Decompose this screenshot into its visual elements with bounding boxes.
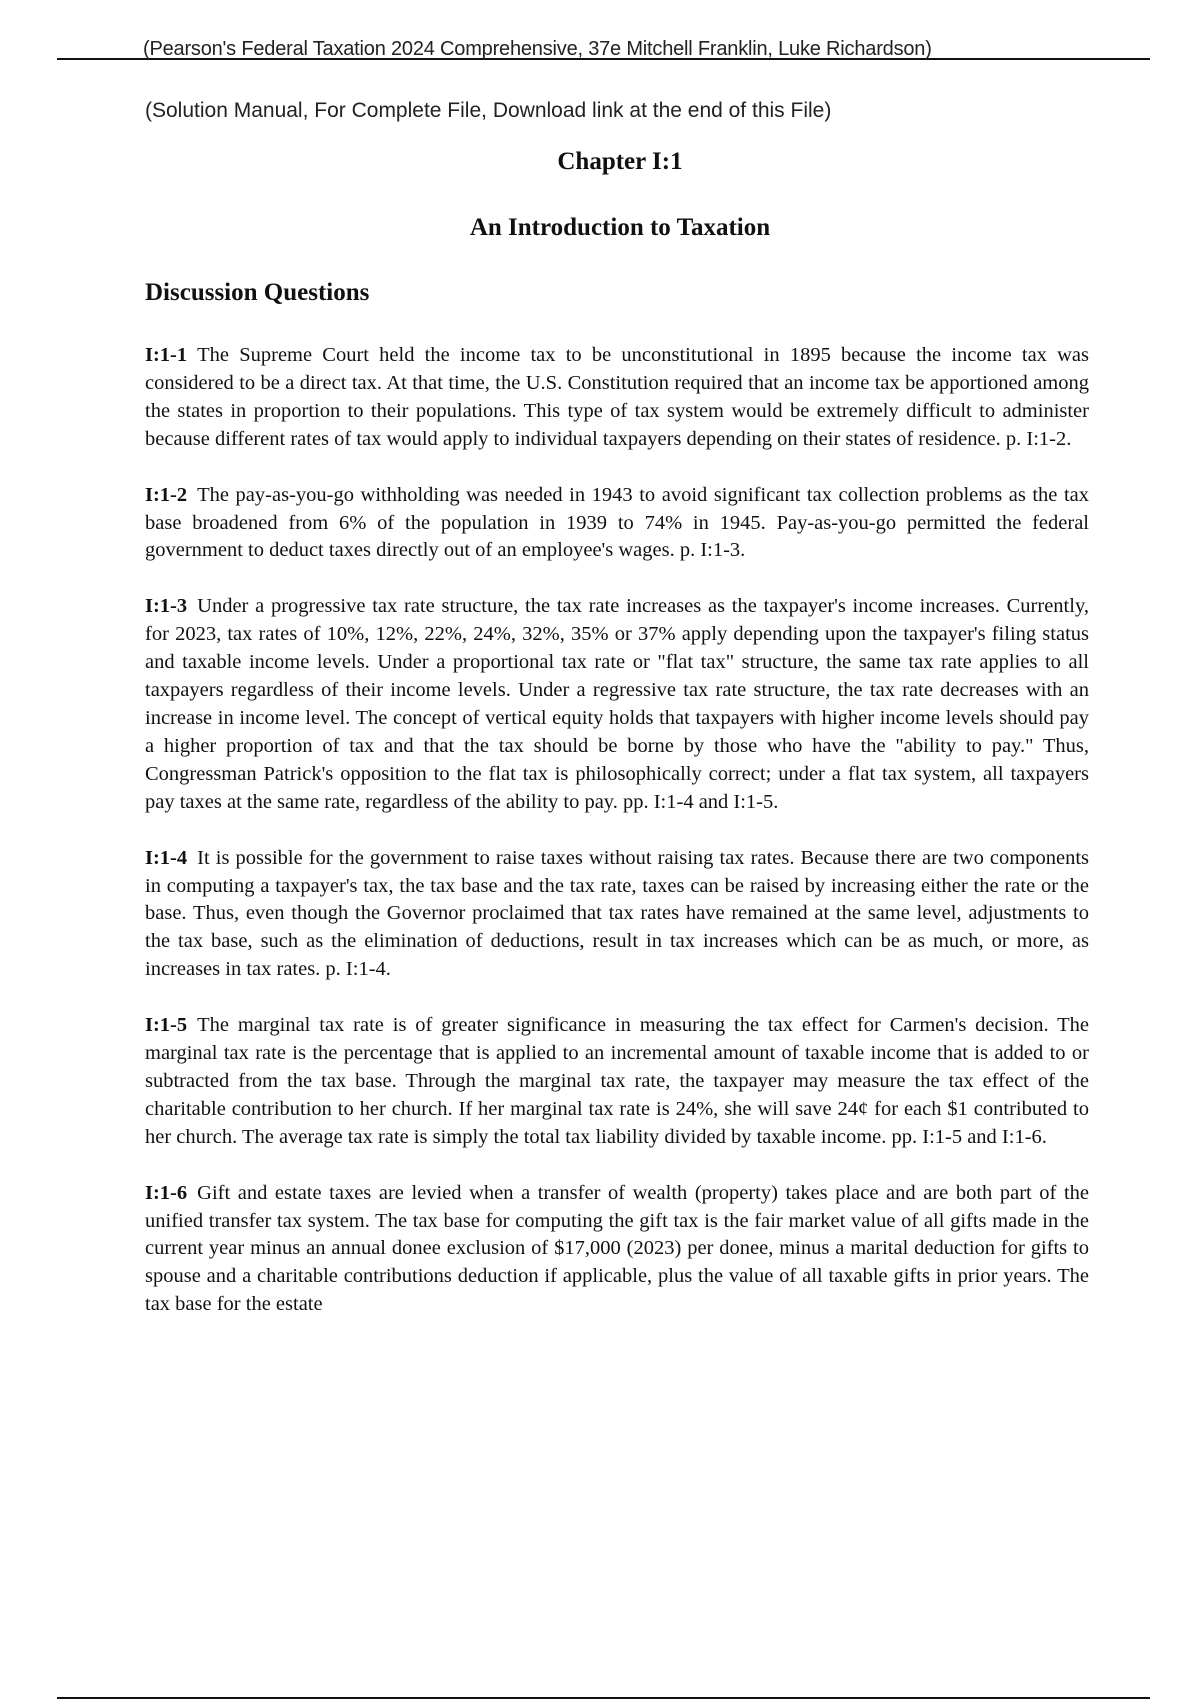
question-number: I:1-2 (145, 483, 188, 506)
question-answer: Under a progressive tax rate structure, the tax rate increases as the taxpayer's income increases. Currently, for 2023, tax rates of 10%, 12%, 22%, 24%, 32%, 35% or 37% apply depending upon the taxpayer's filing status and taxable income levels. Under a proportional tax rate or "flat tax" structure, the same tax rate applies to all taxpayers regardless of their income levels. Under a regressive tax rate structure, the tax rate decreases with an increase in income level. The concept of vertical equity holds that taxpayers with higher income levels should pay a higher proportion of tax and that the tax should be borne by those who have the "ability to pay." Thus, Congressman Patrick's opposition to the flat tax is philosophically correct; under a flat tax system, all taxpayers pay taxes at the same rate, regardless of the ability to pay. pp. I:1-4 and I:1-5. (145, 595, 1089, 813)
question-answer: The pay-as-you-go withholding was needed in 1943 to avoid significant tax collection problems as the tax base broadened from 6% of the population in 1939 to 74% in 1945. Pay-as-you-go permitted the federal government to deduct taxes directly out of an employee's wages. p. I:1-3. (145, 483, 1089, 562)
running-header: (Pearson's Federal Taxation 2024 Comprehensive, 37e Mitchell Franklin, Luke Richardson) (143, 38, 932, 60)
subheader-note: (Solution Manual, For Complete File, Download link at the end of this File) (145, 99, 832, 122)
question-number: I:1-6 (145, 1181, 188, 1204)
question-item (145, 1012, 1089, 1152)
question-item (145, 342, 1089, 454)
question-answer: The Supreme Court held the income tax to be unconstitutional in 1895 because the income tax was considered to be a direct tax. At that time, the U.S. Constitution required that an income tax be apportioned among the states in proportion to their populations. This type of tax system would be extremely difficult to administer because different rates of tax would apply to individual taxpayers depending on their states of residence. p. I:1-2. (145, 344, 1089, 450)
question-item (145, 593, 1089, 816)
question-answer: The marginal tax rate is of greater significance in measuring the tax effect for Carmen's decision. The marginal tax rate is the percentage that is applied to an incremental amount of taxable income that is added to or subtracted from the tax base. Through the marginal tax rate, the taxpayer may measure the tax effect of the charitable contribution to her church. If her marginal tax rate is 24%, she will save 24¢ for each $1 contributed to her church. The average tax rate is simply the total tax liability divided by taxable income. pp. I:1-5 and I:1-6. (145, 1014, 1089, 1148)
chapter-title: An Introduction to Taxation (469, 214, 771, 241)
question-answer: It is possible for the government to raise taxes without raising tax rates. Because there are two components in computing a taxpayer's tax, the tax base and the tax rate, taxes can be raised by increasing either the rate or the base. Thus, even though the Governor proclaimed that tax rates have remained at the same level, adjustments to the tax base, such as the elimination of deductions, result in tax increases which can be as much, or more, as increases in tax rates. p. I:1-4. (145, 846, 1089, 981)
question-number: I:1-3 (145, 595, 188, 618)
question-number: I:1-5 (145, 1014, 188, 1037)
question-answer: Gift and estate taxes are levied when a transfer of wealth (property) takes place and are both part of the unified transfer tax system. The tax base for computing the gift tax is the fair market value of all gifts made in the current year minus an annual donee exclusion of $17,000 (2023) per donee, minus a marital deduction for gifts to spouse and a charitable contributions deduction if applicable, plus the value of all taxable gifts in prior years. The tax base for the estate (145, 1181, 1089, 1316)
section-heading: Discussion Questions (145, 279, 370, 306)
question-number: I:1-1 (145, 344, 188, 366)
question-number: I:1-4 (145, 846, 188, 869)
questions-body (145, 342, 1089, 1347)
question-item (145, 1180, 1089, 1320)
question-item (145, 845, 1089, 985)
footer-rule (57, 1697, 1150, 1699)
chapter-heading: Chapter I:1 (557, 148, 683, 175)
question-item (145, 482, 1089, 566)
